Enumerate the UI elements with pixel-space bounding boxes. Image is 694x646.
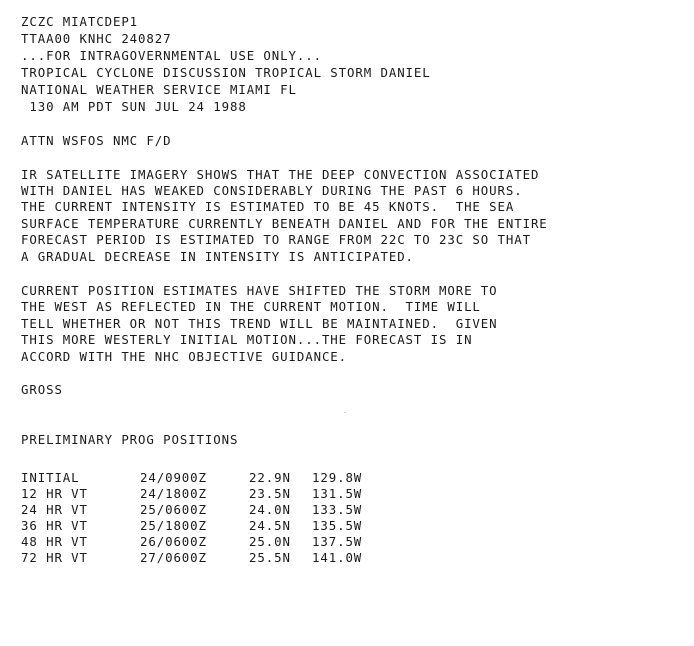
row-latitude: 24.5N xyxy=(249,518,291,533)
scan-speck xyxy=(344,412,346,413)
row-label: 48 HR VT xyxy=(21,534,88,549)
row-label: 36 HR VT xyxy=(21,518,88,533)
row-label: 72 HR VT xyxy=(21,550,88,565)
signature: GROSS xyxy=(21,382,63,398)
paragraph-1-line-4: SURFACE TEMPERATURE CURRENTLY BENEATH DANIEL AND FOR THE ENTIRE xyxy=(21,216,548,232)
row-longitude: 135.5W xyxy=(312,518,363,533)
positions-title: PRELIMINARY PROG POSITIONS xyxy=(21,432,239,448)
row-latitude: 22.9N xyxy=(249,470,291,485)
paragraph-2-line-5: ACCORD WITH THE NHC OBJECTIVE GUIDANCE. xyxy=(21,349,348,365)
paragraph-1-line-1: IR SATELLITE IMAGERY SHOWS THAT THE DEEP CONVECTION ASSOCIATED xyxy=(21,167,540,183)
row-label: INITIAL xyxy=(21,470,80,485)
row-time: 25/1800Z xyxy=(140,518,207,533)
table-row xyxy=(21,518,363,534)
row-longitude: 137.5W xyxy=(312,534,363,549)
row-time: 27/0600Z xyxy=(140,550,207,565)
paragraph-2-line-4: THIS MORE WESTERLY INITIAL MOTION...THE FORECAST IS IN xyxy=(21,332,473,348)
discussion-title: TROPICAL CYCLONE DISCUSSION TROPICAL STORM DANIEL xyxy=(21,65,431,81)
paragraph-2-line-3: TELL WHETHER OR NOT THIS TREND WILL BE MAINTAINED. GIVEN xyxy=(21,316,498,332)
positions-table xyxy=(21,470,363,566)
issuing-office: NATIONAL WEATHER SERVICE MIAMI FL xyxy=(21,82,297,98)
row-time: 24/0900Z xyxy=(140,470,207,485)
row-label: 24 HR VT xyxy=(21,502,88,517)
paragraph-1-line-6: A GRADUAL DECREASE IN INTENSITY IS ANTICIPATED. xyxy=(21,249,414,265)
header-line-2: TTAA00 KNHC 240827 xyxy=(21,31,172,47)
row-time: 24/1800Z xyxy=(140,486,207,501)
row-time: 26/0600Z xyxy=(140,534,207,549)
table-row xyxy=(21,502,363,518)
header-line-3: ...FOR INTRAGOVERNMENTAL USE ONLY... xyxy=(21,48,322,64)
paragraph-2-line-2: THE WEST AS REFLECTED IN THE CURRENT MOTION. TIME WILL xyxy=(21,299,481,315)
row-latitude: 25.0N xyxy=(249,534,291,549)
header-line-1: ZCZC MIATCDEP1 xyxy=(21,14,139,30)
row-longitude: 131.5W xyxy=(312,486,363,501)
paragraph-1-line-2: WITH DANIEL HAS WEAKED CONSIDERABLY DURING THE PAST 6 HOURS. xyxy=(21,183,523,199)
table-row xyxy=(21,534,363,550)
paragraph-2-line-1: CURRENT POSITION ESTIMATES HAVE SHIFTED THE STORM MORE TO xyxy=(21,283,498,299)
paragraph-1-line-5: FORECAST PERIOD IS ESTIMATED TO RANGE FROM 22C TO 23C SO THAT xyxy=(21,232,531,248)
table-row xyxy=(21,470,363,486)
issue-time: 130 AM PDT SUN JUL 24 1988 xyxy=(21,99,247,115)
row-longitude: 141.0W xyxy=(312,550,363,565)
row-latitude: 25.5N xyxy=(249,550,291,565)
row-latitude: 24.0N xyxy=(249,502,291,517)
row-time: 25/0600Z xyxy=(140,502,207,517)
row-latitude: 23.5N xyxy=(249,486,291,501)
table-row xyxy=(21,550,363,566)
paragraph-1-line-3: THE CURRENT INTENSITY IS ESTIMATED TO BE 45 KNOTS. THE SEA xyxy=(21,199,515,215)
row-label: 12 HR VT xyxy=(21,486,88,501)
row-longitude: 133.5W xyxy=(312,502,363,517)
table-row xyxy=(21,486,363,502)
attention-line: ATTN WSFOS NMC F/D xyxy=(21,133,172,149)
row-longitude: 129.8W xyxy=(312,470,363,485)
